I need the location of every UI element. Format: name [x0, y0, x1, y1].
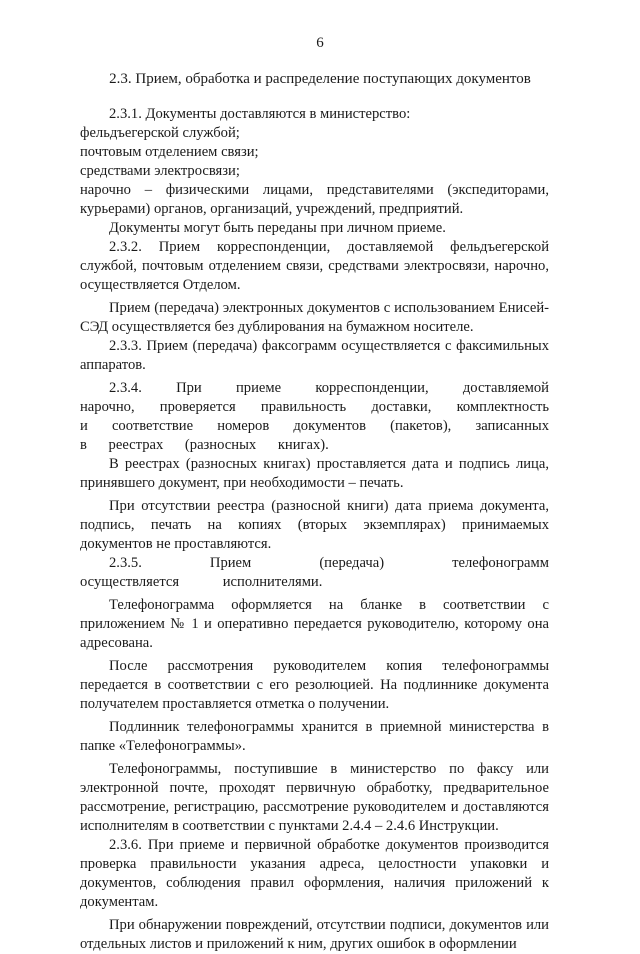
page-number: 6	[316, 35, 324, 51]
paragraph: 2.3.5. Прием (передача) телефонограмм осуществляется исполнителями.	[80, 555, 549, 590]
document-body	[80, 105, 549, 954]
paragraph: 2.3.2. Прием корреспонденции, доставляемой фельдъегерской службой, почтовым отделением связи, средствами электросвязи, нарочно, осуществляется Отделом.	[80, 239, 549, 293]
paragraph: почтовым отделением связи;	[80, 144, 259, 160]
paragraph: После рассмотрения руководителем копия телефонограммы передается в соответствии с его резолюцией. На подлиннике документа получателем проставляется отметка о получении.	[80, 658, 549, 712]
paragraph: нарочно – физическими лицами, представителями (экспедиторами, курьерами) органов, организаций, учреждений, предприятий.	[80, 182, 549, 217]
paragraph: 2.3.1. Документы доставляются в министерство:	[109, 106, 411, 122]
paragraph: При отсутствии реестра (разносной книги) дата приема документа, подпись, печать на копиях (вторых экземплярах) принимаемых документов не проставляются.	[80, 498, 549, 552]
paragraph: средствами электросвязи;	[80, 163, 240, 179]
paragraph: 2.3.4. При приеме корреспонденции, доставляемой нарочно, проверяется правильность доставки, комплектность и соответствие номеров документов (пакетов), записанных в реестрах (разносных книгах).	[80, 380, 549, 453]
paragraph: Прием (передача) электронных документов с использованием Енисей-СЭД осуществляется без дублирования на бумажном носителе.	[80, 300, 549, 335]
paragraph: Телефонограмма оформляется на бланке в соответствии с приложением № 1 и оперативно передается руководителю, которому она адресована.	[80, 597, 549, 651]
paragraph: При обнаружении повреждений, отсутствии подписи, документов или отдельных листов и приложений к ним, других ошибок в оформлении	[80, 917, 549, 952]
paragraph: В реестрах (разносных книгах) проставляется дата и подпись лица, принявшего документ, при необходимости – печать.	[80, 456, 549, 491]
paragraph: фельдъегерской службой;	[80, 125, 240, 141]
paragraph: Документы могут быть переданы при личном приеме.	[109, 220, 446, 236]
paragraph: Телефонограммы, поступившие в министерство по факсу или электронной почте, проходят первичную обработку, предварительное рассмотрение, регистрацию, рассмотрение руководителем и доставляются исполнителям в соответствии с пунктами 2.4.4 – 2.4.6 Инструкции.	[80, 761, 549, 834]
paragraph: 2.3.6. При приеме и первичной обработке документов производится проверка правильности указания адреса, целостности упаковки и документов, соблюдения правил оформления, наличия приложений к документам.	[80, 837, 549, 910]
section-heading: 2.3. Прием, обработка и распределение поступающих документов	[109, 71, 531, 87]
paragraph: Подлинник телефонограммы хранится в приемной министерства в папке «Телефонограммы».	[80, 719, 549, 754]
paragraph: 2.3.3. Прием (передача) факсограмм осуществляется с факсимильных аппаратов.	[80, 338, 549, 373]
